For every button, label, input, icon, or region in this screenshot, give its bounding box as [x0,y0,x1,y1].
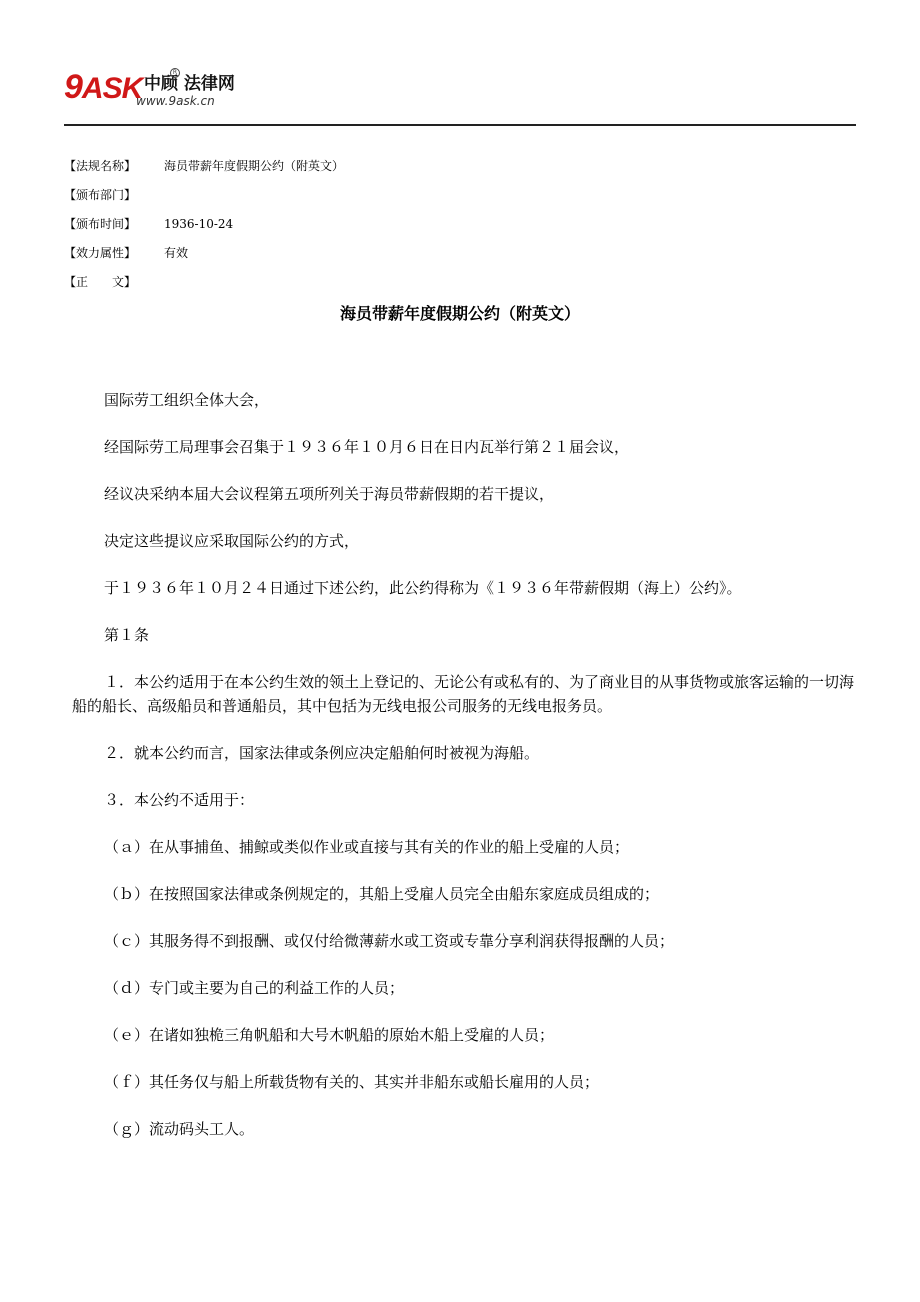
meta-value: 海员带薪年度假期公约（附英文） [164,159,345,173]
list-item: （ａ）在从事捕鱼、捕鲸或类似作业或直接与其有关的作业的船上受雇的人员； [104,838,630,856]
meta-label: 【正 文】 [64,275,137,289]
logo-nine: 9 [64,68,82,106]
list-item: （ｆ）其任务仅与船上所载货物有关的、其实并非船东或船长雇用的人员； [104,1073,600,1091]
logo-url: www.9ask.cn [136,94,215,108]
list-item: （ｄ）专门或主要为自己的利益工作的人员； [104,979,405,997]
paragraph: 经国际劳工局理事会召集于１９３６年１０月６日在日内瓦举行第２１届会议， [104,438,630,456]
logo-brand-cn: 中顾 法律网 [144,74,235,94]
meta-row-body [64,272,856,301]
paragraph: ３．本公约不适用于： [104,791,255,809]
document-title: 海员带薪年度假期公约（附英文） [339,304,580,323]
meta-row-status [64,243,856,272]
registered-mark-icon: R [170,68,180,78]
meta-label: 【法规名称】 [64,159,137,173]
document-body [72,388,856,1164]
meta-row-department [64,185,856,214]
meta-value: 1936-10-24 [164,217,234,231]
paragraph: ２．就本公约而言，国家法律或条例应决定船舶何时被视为海船。 [104,744,540,762]
meta-label: 【颁布时间】 [64,217,137,231]
list-item: （ｇ）流动码头工人。 [104,1120,255,1138]
header-divider [64,124,856,126]
logo-mark [64,70,142,106]
list-item: （ｂ）在按照国家法律或条例规定的，其船上受雇人员完全由船东家庭成员组成的； [104,885,660,903]
meta-value: 有效 [164,246,189,260]
meta-row-date [64,214,856,243]
list-item: （ｅ）在诸如独桅三角帆船和大号木帆船的原始木船上受雇的人员； [104,1026,555,1044]
metadata-table [64,156,856,301]
paragraph: 经议决采纳本届大会议程第五项所列关于海员带薪假期的若干提议， [104,485,555,503]
logo-ask: ASK [81,72,143,105]
list-item: （ｃ）其服务得不到报酬、或仅付给微薄薪水或工资或专靠分享利润获得报酬的人员； [104,932,675,950]
meta-label: 【颁布部门】 [64,188,137,202]
meta-row-name [64,156,856,185]
paragraph: 于１９３６年１０月２４日通过下述公约，此公约得称为《１９３６年带薪假期（海上）公约》。 [104,579,742,597]
site-logo[interactable] [64,70,264,110]
paragraph: 国际劳工组织全体大会， [104,391,270,409]
paragraph: １．本公约适用于在本公约生效的领土上登记的、无论公有或私有的、为了商业目的从事货物或旅客运输的一切海船的船长、高级船员和普通船员，其中包括为无线电报公司服务的无线电报务员。 [72,673,855,715]
meta-label: 【效力属性】 [64,246,137,260]
article-heading: 第１条 [104,626,150,644]
paragraph: 决定这些提议应采取国际公约的方式， [104,532,360,550]
